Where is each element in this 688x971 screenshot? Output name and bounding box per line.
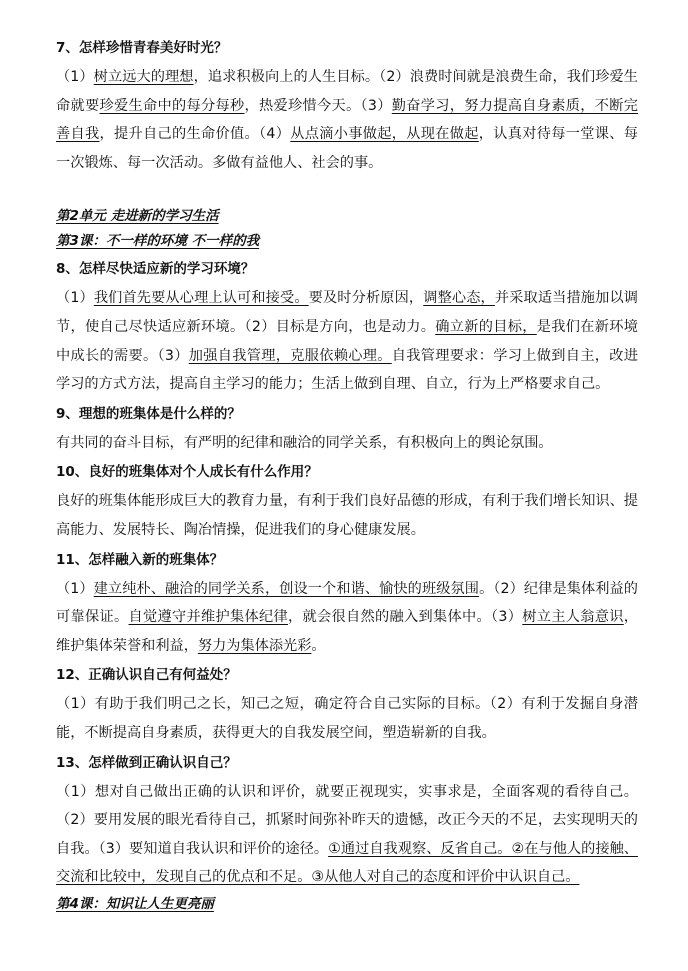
- question-11-answer: （1）建立纯朴、融洽的同学关系，创设一个和谐、愉快的班级氛围。（2）纪律是集体利益的可靠保证。自觉遵守并维护集体纪律，就会很自然的融入到集体中。（3）树立主人翁意识，维护集体荣誉和利益，努力为集体添光彩。: [56, 580, 638, 654]
- question-13-title: 13、怎样做到正确认识自己？: [56, 754, 237, 771]
- question-7-title: 7、怎样珍惜青春美好时光？: [56, 40, 228, 56]
- question-11-title: 11、怎样融入新的班集体？: [56, 551, 224, 568]
- question-10-title: 10、良好的班集体对个人成长有什么作用？: [56, 464, 318, 481]
- question-12-title: 12、正确认识自己有何益处？: [56, 667, 237, 684]
- question-9-title: 9、理想的班集体是什么样的？: [56, 405, 241, 422]
- unit-2-heading: 第2单元 走进新的学习生活: [56, 208, 219, 225]
- question-7-answer: （1）树立远大的理想，追求积极向上的人生目标。（2）浪费时间就是浪费生命，我们珍爱生命就要珍爱生命中的每分每秒，热爱珍惜今天。（3）勤奋学习，努力提高自身素质，不断完善自我，提升自己的生命价值。（4）从点滴小事做起，从现在做起，认真对待每一堂课、每一次锻炼、每一次活动。多做有益他人、社会的事。: [56, 69, 638, 171]
- question-10-answer: 良好的班集体能形成巨大的教育力量，有利于我们良好品德的形成，有利于我们增长知识、提高能力、发展特长、陶冶情操，促进我们的身心健康发展。: [56, 493, 638, 538]
- question-9-answer: 有共同的奋斗目标，有严明的纪律和融洽的同学关系，有积极向上的舆论氛围。: [56, 434, 553, 451]
- question-12-answer: （1）有助于我们明己之长，知己之短，确定符合自己实际的目标。（2）有利于发掘自身潜能，不断提高自身素质，获得更大的自我发展空间，塑造崭新的自我。: [56, 696, 638, 741]
- question-8-answer: （1）我们首先要从心理上认可和接受。要及时分析原因，调整心态，并采取适当措施加以调节，使自己尽快适应新环境。（2）目标是方向，也是动力。确立新的目标，是我们在新环境中成长的需要。（3）加强自我管理，克服依赖心理。自我管理要求：学习上做到自主，改进学习的方式方法，提高自主学习的能力；生活上做到自理、自立，行为上严格要求自己。: [56, 290, 638, 393]
- question-8-title: 8、怎样尽快适应新的学习环境？: [56, 261, 255, 278]
- section-gap: [56, 177, 638, 204]
- lesson-3-heading: 第3课：不一样的环境 不一样的我: [56, 233, 260, 250]
- lesson-4-heading: 第4课：知识让人生更亮丽: [56, 895, 214, 912]
- document-page: [56, 33, 638, 917]
- question-13-answer: （1）想对自己做出正确的认识和评价，就要正视现实，实事求是，全面客观的看待自己。（2）要用发展的眼光看待自己，抓紧时间弥补昨天的遗憾，改正今天的不足，去实现明天的自我。（3）要知道自我认识和评价的途径。①通过自我观察、反省自己。②在与他人的接触、交流和比较中，发现自己的优点和不足。③从他人对自己的态度和评价中认识自己。: [56, 783, 638, 886]
